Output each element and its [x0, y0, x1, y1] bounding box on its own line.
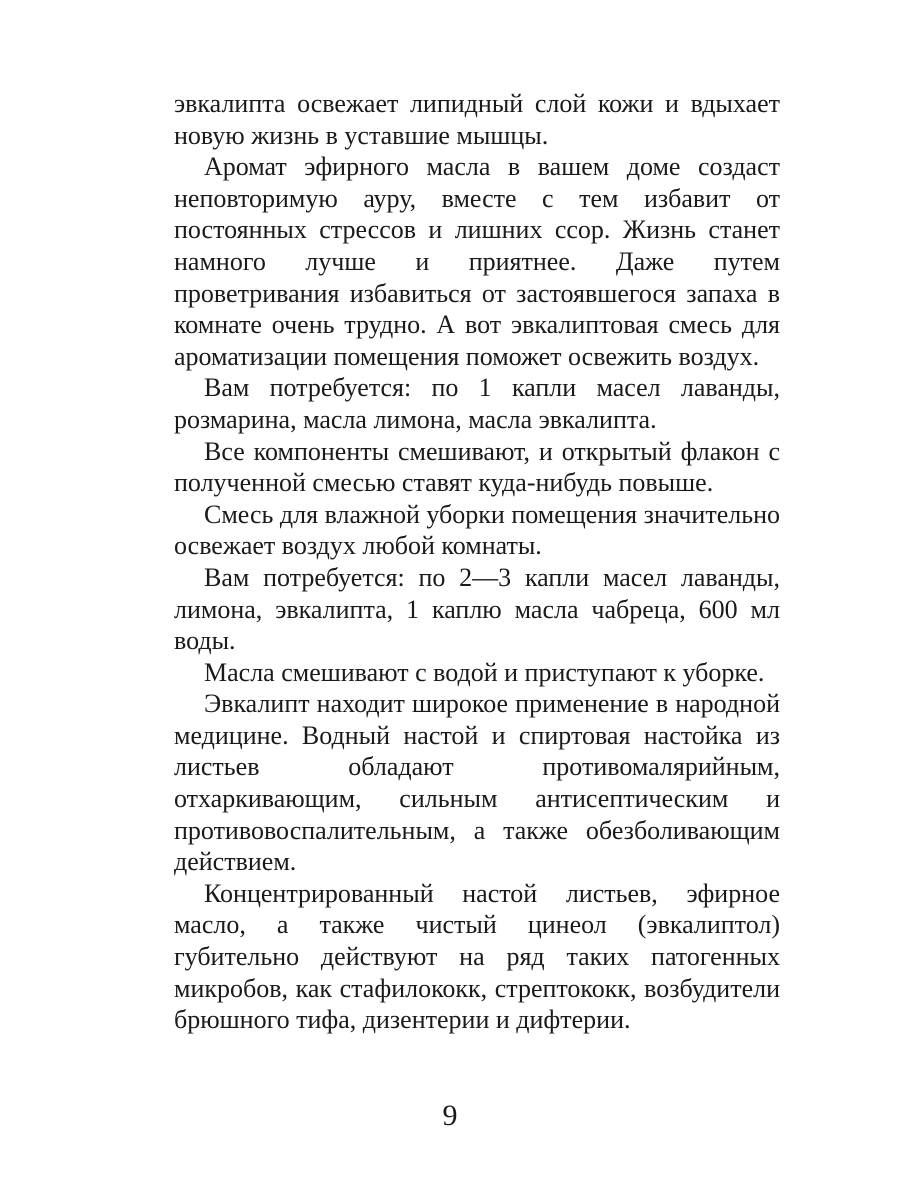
- paragraph-antimicrobial: Концентрированный настой листьев, эфирное масло, а также чистый цинеол (эвкалиптол) губительно действуют на ряд таких патогенных микробов, как стафилококк, стрептококк, возбудители брюшного тифа, дизентерии и дифтерии.: [174, 878, 780, 1035]
- paragraph-aroma: Аромат эфирного масла в вашем доме создаст неповторимую ауру, вместе с тем избавит от постоянных стрессов и лишних ссор. Жизнь станет намного лучше и приятнее. Даже путем проветривания избавиться от застоявшегося запаха в комнате очень трудно. А вот эвкалиптовая смесь для ароматизации помещения поможет освежить воздух.: [174, 152, 780, 371]
- paragraph-continued: эвкалипта освежает липидный слой кожи и вдыхает новую жизнь в уставшие мышцы.: [174, 89, 780, 150]
- paragraph-folk-medicine: Эвкалипт находит широкое применение в народной медицине. Водный настой и спиртовая настойка из листьев обладают противомалярийным, отхаркивающим, сильным антисептическим и противовоспалительным, а также обезболивающим действием.: [174, 689, 780, 877]
- paragraph-cleaning-method: Масла смешивают с водой и приступают к уборке.: [204, 657, 765, 687]
- paragraph-cleaning-mix: Смесь для влажной уборки помещения значительно освежает воздух любой комнаты.: [174, 499, 780, 561]
- page-number: 9: [442, 1099, 458, 1132]
- paragraph-recipe-cleaning: Вам потребуется: по 2—3 капли масел лаванды, лимона, эвкалипта, 1 каплю масла чабреца, 600 мл воды.: [174, 562, 780, 656]
- page-body: [174, 88, 780, 1036]
- paragraph-recipe-aroma: Вам потребуется: по 1 капли масел лаванды, розмарина, масла лимона, масла эвкалипта.: [174, 373, 780, 434]
- paragraph-aroma-method: Все компоненты смешивают, и открытый флакон с полученной смесью ставят куда-нибудь повыше.: [174, 436, 780, 498]
